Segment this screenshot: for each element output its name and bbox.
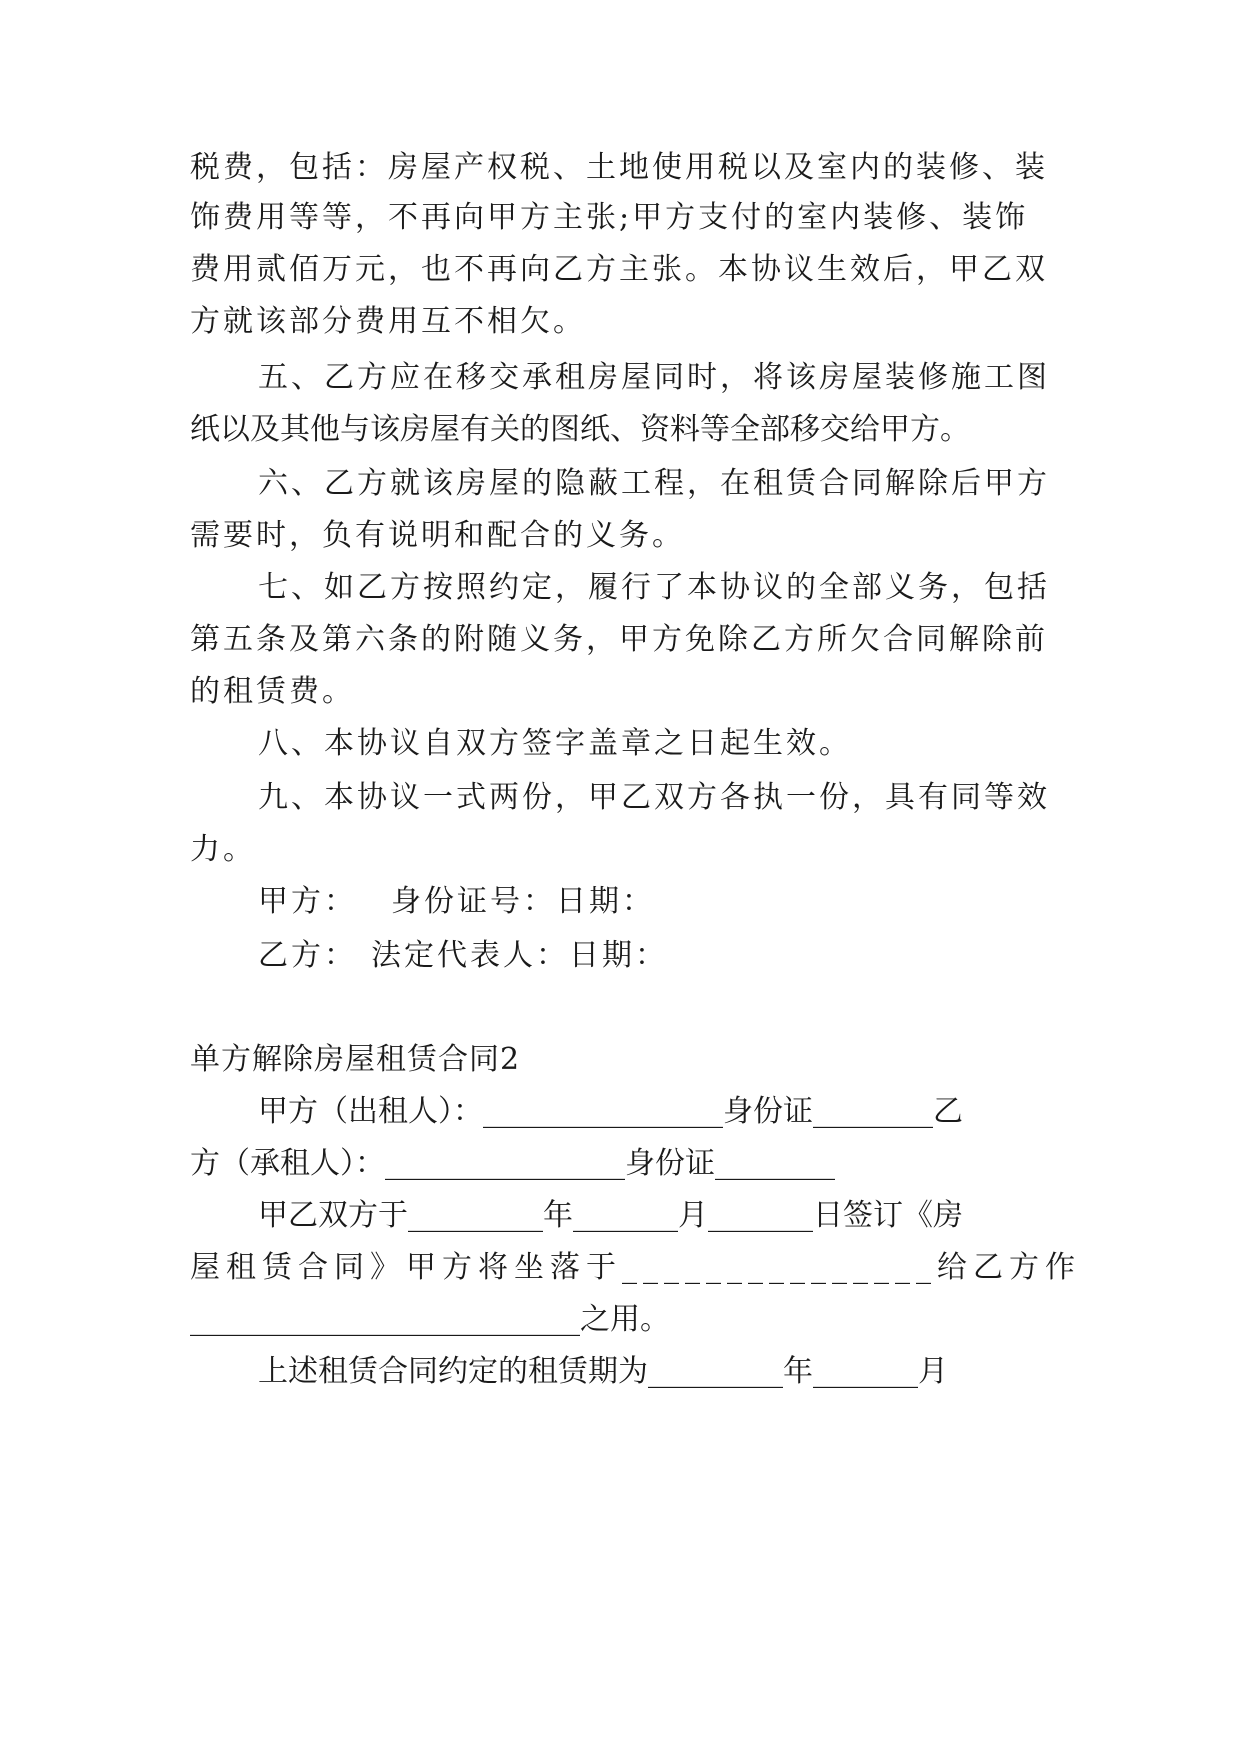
section-title: 单方解除房屋租赁合同2 xyxy=(190,1042,521,1077)
clause-8-line: 八、本协议自双方签字盖章之日起生效。 xyxy=(258,726,852,761)
clause-5-line: 纸以及其他与该房屋有关的图纸、资料等全部移交给甲方。 xyxy=(190,412,970,447)
contract-location-line: 屋租赁合同》甲方将坐落于_______________给乙方作 xyxy=(190,1250,1081,1285)
clause-9-line: 九、本协议一式两份，甲乙双方各执一份，具有同等效 xyxy=(258,780,1050,815)
party-info-line: 甲方（出租人）：________________身份证________乙 xyxy=(258,1094,963,1129)
clause-7-line: 的租赁费。 xyxy=(190,674,355,709)
party-a-fields: 身份证号：日期： xyxy=(391,884,655,919)
party-a-label: 甲方： xyxy=(258,884,357,919)
signature-party-a xyxy=(258,882,1052,922)
clause-6-line: 六、乙方就该房屋的隐蔽工程，在租赁合同解除后甲方 xyxy=(258,466,1050,501)
signature-party-b xyxy=(258,936,1052,976)
contract-purpose-line: __________________________之用。 xyxy=(190,1302,670,1337)
party-b-label: 乙方： xyxy=(258,938,357,973)
clause-9-line: 力。 xyxy=(190,832,256,867)
clause-5-line: 五、乙方应在移交承租房屋同时，将该房屋装修施工图 xyxy=(258,360,1050,395)
clause-7-line: 七、如乙方按照约定，履行了本协议的全部义务，包括 xyxy=(258,570,1050,605)
party-info-line: 方（承租人）：________________身份证________ xyxy=(190,1146,835,1181)
paragraph-line: 税费，包括：房屋产权税、土地使用税以及室内的装修、装 xyxy=(190,150,1048,185)
lease-term-line: 上述租赁合同约定的租赁期为_________年_______月 xyxy=(258,1354,948,1389)
paragraph-line: 方就该部分费用互不相欠。 xyxy=(190,304,586,339)
paragraph-line: 饰费用等等，不再向甲方主张;甲方支付的室内装修、装饰 xyxy=(190,200,1029,235)
paragraph-line: 费用贰佰万元，也不再向乙方主张。本协议生效后，甲乙双 xyxy=(190,252,1048,287)
party-b-fields: 法定代表人：日期： xyxy=(371,938,668,973)
contract-date-line: 甲乙双方于_________年_______月_______日签订《房 xyxy=(258,1198,963,1233)
clause-6-line: 需要时，负有说明和配合的义务。 xyxy=(190,518,685,553)
clause-7-line: 第五条及第六条的附随义务，甲方免除乙方所欠合同解除前 xyxy=(190,622,1048,657)
